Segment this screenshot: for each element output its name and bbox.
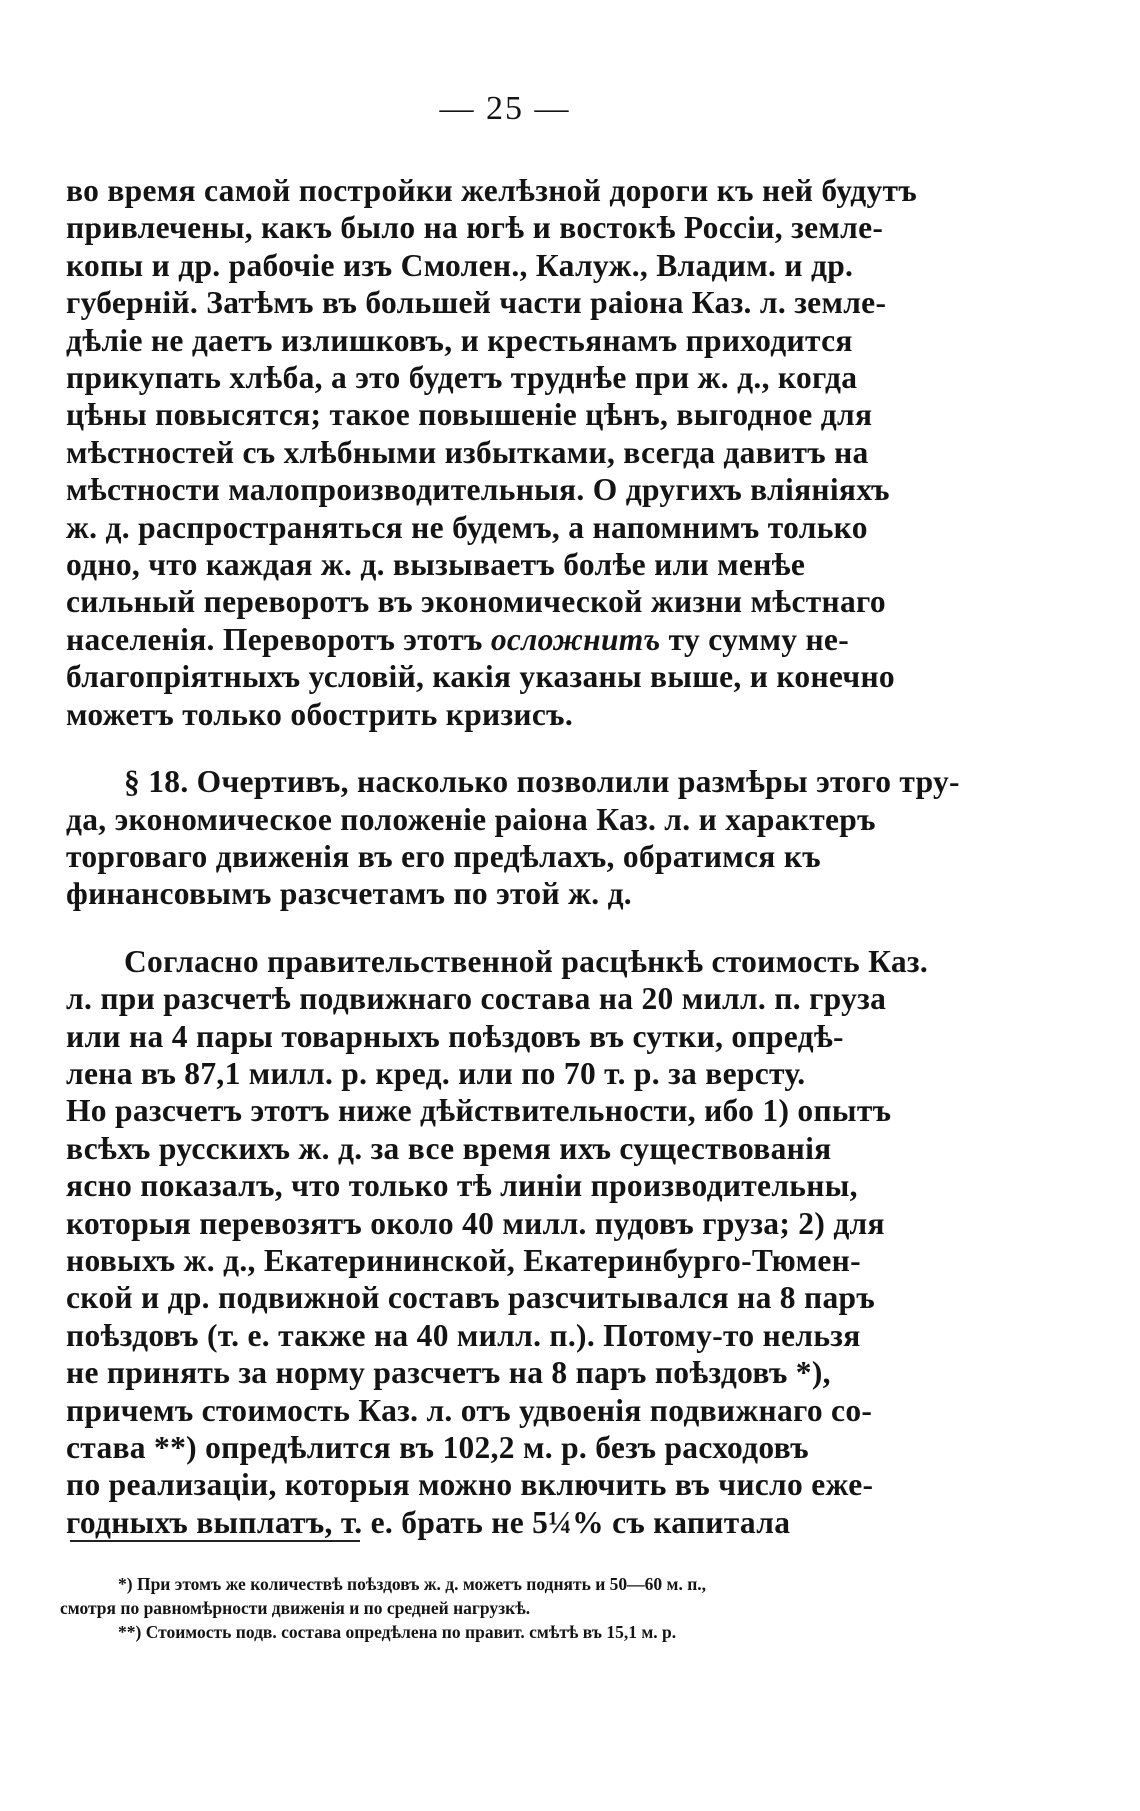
page-number: — 25 —	[439, 90, 571, 127]
text-line: торговаго движенія въ его предѣлахъ, обратимся къ	[66, 838, 821, 874]
text-line: § 18. Очертивъ, насколько позволили размѣры этого тру-	[124, 764, 960, 800]
text-line: копы и др. рабочіе изъ Смолен., Калуж., Владим. и др.	[66, 247, 854, 283]
text-line: прикупать хлѣба, а это будетъ труднѣе при ж. д., когда	[66, 360, 858, 396]
footnote-divider	[70, 1540, 360, 1542]
text-line: привлечены, какъ было на югѣ и востокѣ Россіи, земле-	[66, 210, 884, 246]
text-line: Согласно правительственной расцѣнкѣ стоимость Каз.	[124, 943, 929, 979]
text-line: става **) опредѣлится въ 102,2 м. р. безъ расходовъ	[66, 1430, 809, 1465]
text-line: одно, что каждая ж. д. вызываетъ болѣе или менѣе	[66, 547, 806, 583]
text-line: всѣхъ русскихъ ж. д. за все время ихъ существованія	[66, 1130, 832, 1166]
text-segment: ту сумму не-	[660, 621, 850, 657]
text-line: по реализаціи, которыя можно включить въ число еже-	[66, 1467, 874, 1503]
text-line: годныхъ выплатъ, т. е. брать не 5¼% съ капитала	[66, 1504, 791, 1540]
text-line: ж. д. распространяться не будемъ, а напомнимъ только	[66, 509, 868, 545]
text-line: сильный переворотъ въ экономической жизни мѣстнаго	[66, 584, 886, 620]
footnote-1-continuation: смотря по равномѣрности движенія и по средней нагрузкѣ.	[60, 1598, 531, 1618]
footnote-2: **) Стоимость подв. состава опредѣлена по правит. смѣтѣ въ 15,1 м. р.	[118, 1622, 677, 1642]
text-line: поѣздовъ (т. е. также на 40 милл. п.). Потому-то нельзя	[66, 1317, 861, 1353]
text-line: можетъ только обострить кризисъ.	[66, 696, 574, 732]
text-line: финансовымъ разсчетамъ по этой ж. д.	[66, 876, 632, 912]
text-line: во время самой постройки желѣзной дороги къ ней будутъ	[66, 173, 917, 208]
footnote-1: *) При этомъ же количествѣ поѣздовъ ж. д. можетъ поднять и 50—60 м. п.,	[118, 1574, 707, 1594]
text-segment: населенія. Переворотъ этотъ	[66, 621, 491, 657]
text-line: да, экономическое положеніе раіона Каз. л. и характеръ	[66, 801, 876, 837]
paragraph-gap	[66, 733, 946, 763]
text-line: ской и др. подвижной составъ разсчитывался на 8 паръ	[66, 1280, 876, 1316]
text-line: не принять за норму разсчетъ на 8 паръ поѣздовъ *),	[66, 1355, 831, 1391]
text-line: ясно показалъ, что только тѣ линіи производительны,	[66, 1168, 858, 1204]
paragraph-gap	[66, 913, 946, 943]
body-text	[66, 172, 960, 1541]
text-line: цѣны повысятся; такое повышеніе цѣнъ, выгодное для	[66, 397, 873, 433]
text-line: благопріятныхъ условій, какія указаны выше, и конечно	[66, 659, 895, 695]
text-line: лена въ 87,1 милл. р. кред. или по 70 т. р. за версту.	[66, 1055, 806, 1091]
text-line: л. при разсчетѣ подвижнаго состава на 20 милл. п. груза	[66, 981, 887, 1017]
paragraph-3	[66, 943, 946, 1542]
text-line: причемъ стоимость Каз. л. отъ удвоенія подвижнаго со-	[66, 1392, 873, 1428]
text-line-with-emphasis	[66, 621, 946, 658]
text-line: дѣліе не даетъ излишковъ, и крестьянамъ приходится	[66, 322, 853, 358]
emphasized-word: осложнитъ	[490, 621, 661, 657]
text-line: или на 4 пары товарныхъ поѣздовъ въ сутки, опредѣ-	[66, 1018, 844, 1054]
text-line: Но разсчетъ этотъ ниже дѣйствительности, ибо 1) опытъ	[66, 1093, 892, 1129]
paragraph-1	[66, 172, 946, 733]
text-line: которыя перевозятъ около 40 милл. пудовъ груза; 2) для	[66, 1205, 885, 1241]
text-line: мѣстности малопроизводительныя. О другихъ вліяніяхъ	[66, 472, 890, 508]
paragraph-2	[66, 763, 960, 913]
footnotes	[60, 1572, 960, 1644]
text-line: губерній. Затѣмъ въ большей части раіона Каз. л. земле-	[66, 285, 887, 321]
text-line: мѣстностей съ хлѣбными избытками, всегда давитъ на	[66, 434, 869, 470]
text-line: новыхъ ж. д., Екатерининской, Екатеринбурго-Тюмен-	[66, 1242, 861, 1278]
